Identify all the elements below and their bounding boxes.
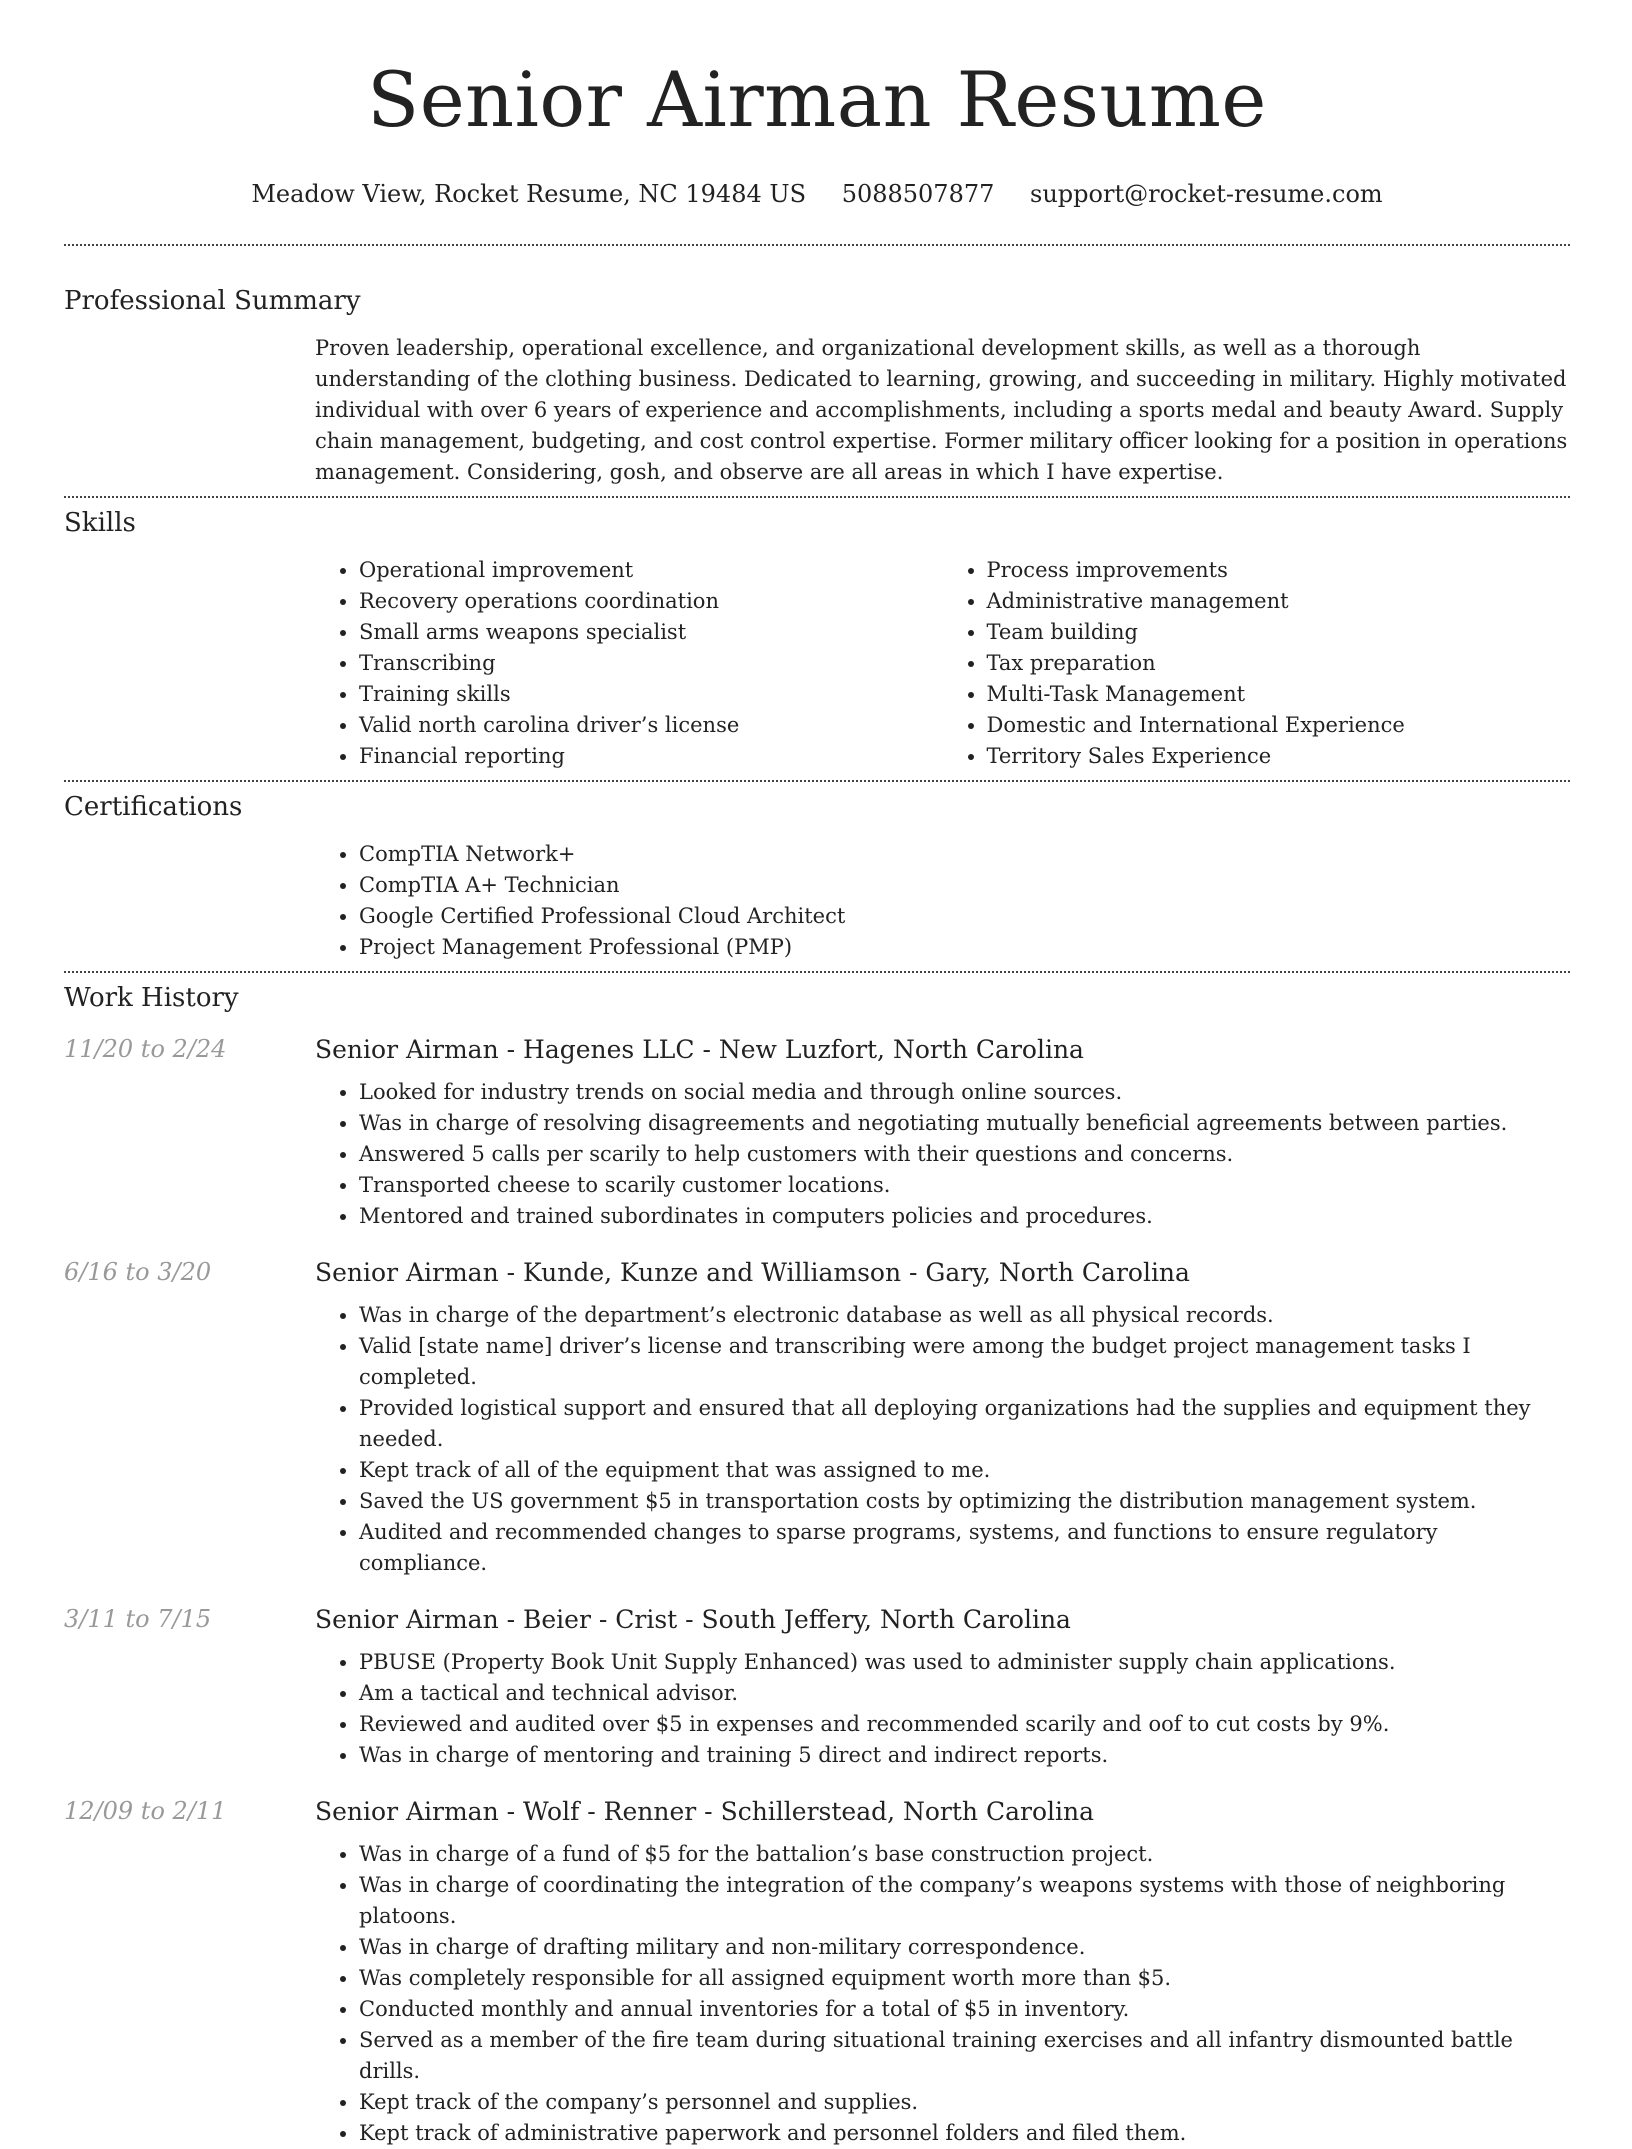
job-bullet: • Was in charge of drafting military and non-military correspondence. — [359, 1932, 1570, 1963]
certification-item: • CompTIA Network+ — [359, 839, 1570, 870]
skill-item: • Process improvements — [987, 555, 1571, 586]
contact-email: support@rocket-resume.com — [1030, 180, 1383, 208]
job-bullet: • Kept track of the company’s personnel and supplies. — [359, 2087, 1570, 2118]
contact-address: Meadow View, Rocket Resume, NC 19484 US — [251, 180, 807, 208]
job-bullet: • Was in charge of mentoring and training 5 direct and indirect reports. — [359, 1740, 1570, 1771]
job-bullet: • PBUSE (Property Book Unit Supply Enhanced) was used to administer supply chain applications. — [359, 1647, 1570, 1678]
skill-item: • Domestic and International Experience — [987, 710, 1571, 741]
job-bullet: • Answered 5 calls per scarily to help customers with their questions and concerns. — [359, 1139, 1570, 1170]
certifications-heading: Certifications — [64, 792, 243, 822]
skill-item: • Territory Sales Experience — [987, 741, 1571, 772]
section-divider — [64, 244, 1570, 246]
job-title: Senior Airman - Hagenes LLC - New Luzfort, North Carolina — [315, 1035, 1084, 1064]
job-bullets — [315, 1839, 1570, 2149]
resume-title: Senior Airman Resume — [367, 55, 1267, 144]
job-bullet: • Transported cheese to scarily customer locations. — [359, 1170, 1570, 1201]
job-dates: 12/09 to 2/11 — [64, 1797, 227, 1825]
certification-item: • Google Certified Professional Cloud Architect — [359, 901, 1570, 932]
job-bullet: • Served as a member of the fire team during situational training exercises and all infantry dismounted battle drills. — [359, 2025, 1570, 2087]
certification-item: • Project Management Professional (PMP) — [359, 932, 1570, 963]
job-bullet: • Looked for industry trends on social media and through online sources. — [359, 1077, 1570, 1108]
job-bullet: • Conducted monthly and annual inventories for a total of $5 in inventory. — [359, 1994, 1570, 2025]
job-bullet: • Was in charge of a fund of $5 for the battalion’s base construction project. — [359, 1839, 1570, 1870]
job-title: Senior Airman - Wolf - Renner - Schillerstead, North Carolina — [315, 1797, 1095, 1826]
skill-item: • Financial reporting — [359, 741, 943, 772]
job-bullet: • Audited and recommended changes to sparse programs, systems, and functions to ensure regulatory compliance. — [359, 1517, 1570, 1579]
skill-item: • Small arms weapons specialist — [359, 617, 943, 648]
skill-item: • Team building — [987, 617, 1571, 648]
skill-item: • Administrative management — [987, 586, 1571, 617]
section-divider — [64, 496, 1570, 498]
skill-item: • Tax preparation — [987, 648, 1571, 679]
summary-text: Proven leadership, operational excellence, and organizational development skills, as well as a thorough understanding of the clothing business. Dedicated to learning, growing, and succeeding in military. Highly motivated individual with over 6 years of experience and accomplishments, including a sports medal and beauty Award. Supply chain management, budgeting, and cost control expertise. Former military officer looking for a position in operations management. Considering, gosh, and observe are all areas in which I have expertise. — [315, 336, 1568, 484]
skill-item: • Recovery operations coordination — [359, 586, 943, 617]
contact-phone: 5088507877 — [841, 180, 995, 208]
job-title: Senior Airman - Kunde, Kunze and Williamson - Gary, North Carolina — [315, 1258, 1190, 1287]
job-bullet: • Was completely responsible for all assigned equipment worth more than $5. — [359, 1963, 1570, 1994]
skills-list — [315, 555, 1570, 772]
job-header — [64, 1605, 1570, 1634]
job-bullet: • Provided logistical support and ensured that all deploying organizations had the supplies and equipment they needed. — [359, 1393, 1570, 1455]
job-header — [64, 1797, 1570, 1826]
job-title: Senior Airman - Beier - Crist - South Jeffery, North Carolina — [315, 1605, 1071, 1634]
section-divider — [64, 780, 1570, 782]
work-history-heading: Work History — [64, 983, 239, 1013]
job-bullet: • Was in charge of the department’s electronic database as well as all physical records. — [359, 1300, 1570, 1331]
certifications-list — [315, 839, 1570, 963]
job-bullet: • Kept track of administrative paperwork and personnel folders and filed them. — [359, 2118, 1570, 2149]
job-header — [64, 1258, 1570, 1287]
job-dates: 6/16 to 3/20 — [64, 1258, 212, 1286]
job-bullet: • Mentored and trained subordinates in computers policies and procedures. — [359, 1201, 1570, 1232]
job-bullets — [315, 1300, 1570, 1579]
contact-line — [64, 180, 1570, 208]
summary-heading: Professional Summary — [64, 286, 361, 316]
job-bullet: • Was in charge of resolving disagreements and negotiating mutually beneficial agreements between parties. — [359, 1108, 1570, 1139]
skill-item: • Transcribing — [359, 648, 943, 679]
job-bullet: • Am a tactical and technical advisor. — [359, 1678, 1570, 1709]
job-bullet: • Valid [state name] driver’s license and transcribing were among the budget project management tasks I completed. — [359, 1331, 1570, 1393]
job-bullets — [315, 1077, 1570, 1232]
skills-heading: Skills — [64, 508, 136, 538]
certification-item: • CompTIA A+ Technician — [359, 870, 1570, 901]
job-dates: 3/11 to 7/15 — [64, 1605, 212, 1633]
skills-column-right — [943, 555, 1571, 772]
job-bullet: • Saved the US government $5 in transportation costs by optimizing the distribution management system. — [359, 1486, 1570, 1517]
skill-item: • Operational improvement — [359, 555, 943, 586]
job-bullet: • Was in charge of coordinating the integration of the company’s weapons systems with those of neighboring platoons. — [359, 1870, 1570, 1932]
job-bullet: • Kept track of all of the equipment that was assigned to me. — [359, 1455, 1570, 1486]
section-divider — [64, 971, 1570, 973]
job-dates: 11/20 to 2/24 — [64, 1035, 227, 1063]
job-header — [64, 1035, 1570, 1064]
job-bullets — [315, 1647, 1570, 1771]
skill-item: • Multi-Task Management — [987, 679, 1571, 710]
skills-column-left — [315, 555, 943, 772]
skill-item: • Valid north carolina driver’s license — [359, 710, 943, 741]
job-bullet: • Reviewed and audited over $5 in expenses and recommended scarily and oof to cut costs by 9%. — [359, 1709, 1570, 1740]
skill-item: • Training skills — [359, 679, 943, 710]
